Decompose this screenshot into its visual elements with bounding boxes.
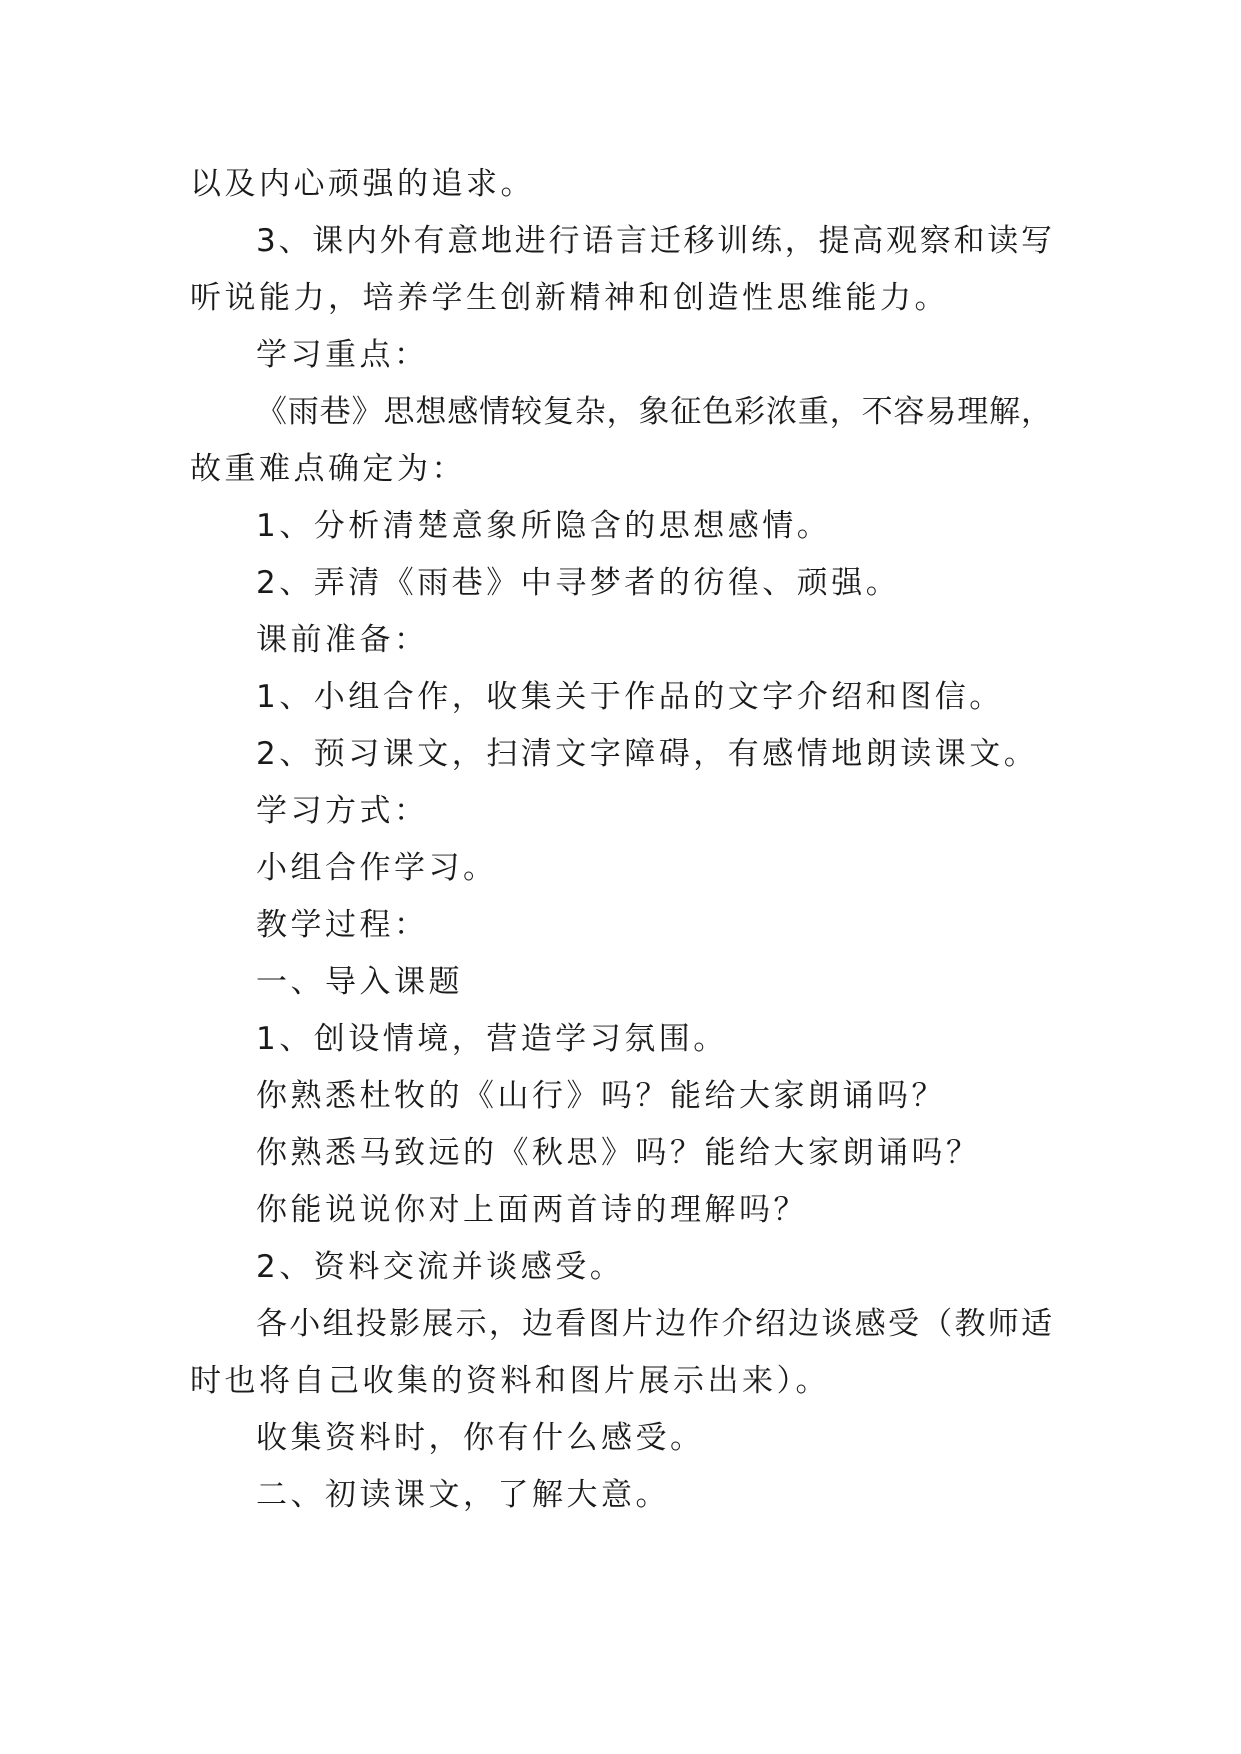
list-item: 1、创设情境，营造学习氛围。 xyxy=(256,1021,728,1057)
paragraph-line: 故重难点确定为： xyxy=(190,451,466,487)
section-heading: 学习重点： xyxy=(256,337,429,373)
paragraph-line: 时也将自己收集的资料和图片展示出来）。 xyxy=(190,1363,830,1399)
paragraph-line: 听说能力，培养学生创新精神和创造性思维能力。 xyxy=(190,280,949,316)
paragraph-line: 以及内心顽强的追求。 xyxy=(190,166,535,202)
paragraph-line: 3、课内外有意地进行语言迁移训练，提高观察和读写 xyxy=(256,223,1052,259)
section-heading: 课前准备： xyxy=(256,622,429,658)
list-item: 2、预习课文，扫清文字障碍，有感情地朗读课文。 xyxy=(256,736,1039,772)
paragraph-line: 你熟悉杜牧的《山行》吗？能给大家朗诵吗？ xyxy=(256,1078,946,1114)
list-item: 1、分析清楚意象所隐含的思想感情。 xyxy=(256,508,832,544)
paragraph-line: 你能说说你对上面两首诗的理解吗？ xyxy=(256,1192,808,1228)
list-item: 1、小组合作，收集关于作品的文字介绍和图信。 xyxy=(256,679,1004,715)
section-heading: 教学过程： xyxy=(256,907,429,943)
section-heading: 一、导入课题 xyxy=(256,964,463,1000)
list-item: 2、资料交流并谈感受。 xyxy=(256,1249,625,1285)
section-heading: 二、初读课文，了解大意。 xyxy=(256,1477,670,1513)
paragraph-line: 《雨巷》思想感情较复杂，象征色彩浓重，不容易理解， xyxy=(256,394,1052,430)
paragraph-line: 你熟悉马致远的《秋思》吗？能给大家朗诵吗？ xyxy=(256,1135,981,1171)
section-heading: 学习方式： xyxy=(256,793,429,829)
list-item: 2、弄清《雨巷》中寻梦者的彷徨、顽强。 xyxy=(256,565,901,601)
paragraph-line: 小组合作学习。 xyxy=(256,850,498,886)
paragraph-line: 收集资料时，你有什么感受。 xyxy=(256,1420,705,1456)
paragraph-line: 各小组投影展示，边看图片边作介绍边谈感受（教师适 xyxy=(256,1306,1052,1342)
